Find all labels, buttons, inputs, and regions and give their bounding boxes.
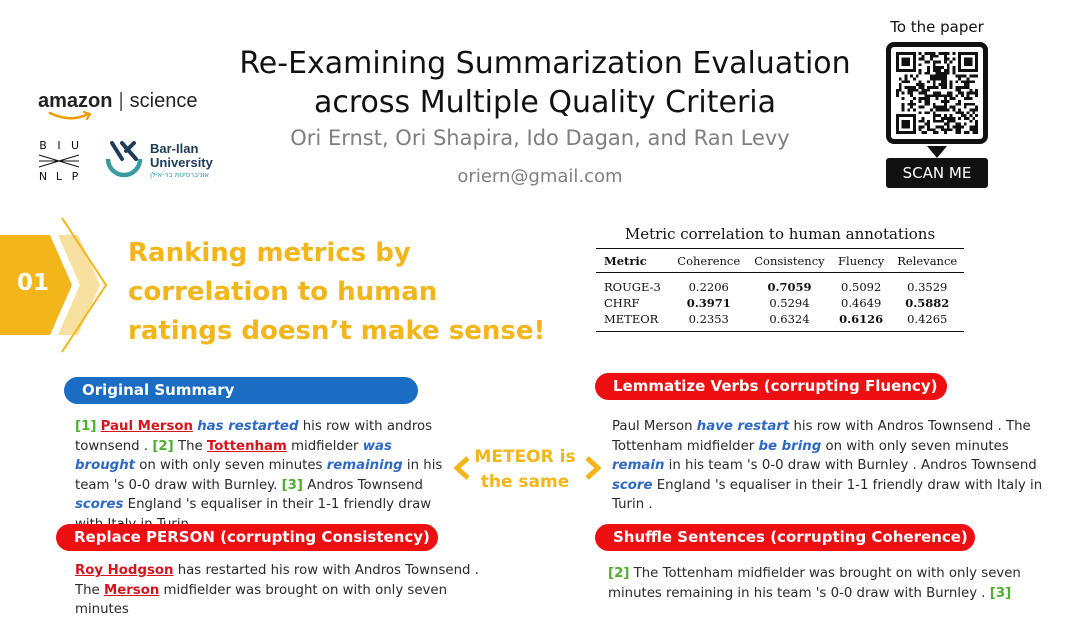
replace-person-label: Replace PERSON (corrupting Consistency)	[56, 524, 438, 551]
biu-letter: L	[55, 170, 63, 183]
entity-highlight: Roy Hodgson	[75, 563, 174, 578]
summary-text: in his team 's 0-0 draw with Burnley . Andros Townsend	[664, 458, 1037, 473]
biu-letter: B	[39, 139, 47, 152]
chevron-left-icon	[452, 456, 472, 480]
contact-email[interactable]: oriern@gmail.com	[457, 166, 623, 187]
paper-title-line1: Re-Examining Summarization Evaluation	[239, 46, 851, 81]
sentence-ref: [3]	[281, 477, 303, 493]
verb-highlight: remaining	[326, 458, 403, 473]
qr-code-frame[interactable]	[886, 42, 988, 144]
table-header-row	[596, 249, 964, 273]
biu-letter: I	[57, 139, 61, 152]
lemmatize-verbs-label: Lemmatize Verbs (corrupting Fluency)	[595, 373, 947, 400]
qr-caption: To the paper	[890, 18, 984, 36]
science-wordmark: science	[129, 90, 198, 112]
bar-ilan-name	[150, 142, 213, 170]
verb-highlight: has restarted	[197, 419, 299, 434]
entity-highlight: Paul Merson	[100, 419, 193, 434]
summary-text: England 's equaliser in their 1-1 friendly draw	[127, 497, 432, 512]
shuffle-summary-text	[608, 564, 1028, 603]
table-cell: 0.5882	[905, 296, 950, 310]
sentence-ref: [1]	[75, 419, 97, 434]
table-header-cell: Coherence	[677, 254, 741, 268]
summary-text: Andros Townsend	[303, 477, 423, 493]
biu-letter: U	[70, 139, 80, 152]
meteor-note	[473, 445, 577, 495]
scan-me-button[interactable]: SCAN ME	[886, 158, 988, 188]
biu-letter: P	[71, 170, 79, 183]
meteor-note-line2: the same	[480, 472, 570, 492]
entity-highlight: Tottenham	[206, 438, 287, 454]
table-cell: 0.7059	[767, 280, 812, 294]
verb-highlight: remain	[612, 458, 665, 473]
summary-text: England 's equaliser in their 1-1 friendly draw with Italy in Turin .	[612, 477, 1043, 512]
table-row	[596, 295, 964, 311]
summary-text: The	[173, 438, 207, 454]
table-cell: ROUGE-3	[604, 280, 661, 294]
section-number: 01	[17, 270, 50, 296]
summary-text: midfielder was brought on with only seven minutes	[75, 582, 448, 617]
chevron-right-icon	[583, 456, 603, 480]
table-header-cell: Relevance	[897, 254, 958, 268]
meteor-note-line1: METEOR is	[474, 447, 576, 467]
summary-text: midfielder	[286, 438, 363, 454]
bar-ilan-line1: Bar-Ilan	[150, 141, 199, 156]
summary-text: has restarted his row with Andros Townsend . The	[75, 563, 479, 598]
table-caption: Metric correlation to human annotations	[624, 225, 936, 243]
verb-highlight: was brought	[75, 438, 392, 473]
lemmatize-summary-text	[612, 417, 1058, 515]
table-cell: 0.3529	[907, 280, 948, 294]
table-cell: 0.5294	[769, 296, 810, 310]
entity-highlight: Merson	[103, 582, 160, 598]
table-cell: 0.4265	[907, 312, 948, 326]
summary-text: his row with Andros Townsend . The Tottenham midfielder	[612, 419, 1031, 454]
bar-ilan-hebrew: אוניברסיטת בר-אילן	[150, 171, 210, 179]
summary-text: The Tottenham midfielder was brought on with only seven minutes remaining in his team 's 0-0 draw with Burnley .	[608, 566, 1021, 601]
table-cell: 0.6324	[769, 312, 810, 326]
author-list: Ori Ernst, Ori Shapira, Ido Dagan, and Ran Levy	[290, 126, 790, 150]
summary-text: on with only seven minutes	[821, 438, 1009, 454]
table-cell: 0.2206	[688, 280, 729, 294]
verb-highlight: have restart	[696, 419, 790, 434]
table-row	[596, 273, 964, 296]
table-header-cell: Metric	[604, 254, 647, 268]
amazon-smile-icon	[48, 110, 94, 122]
table-cell: 0.4649	[841, 296, 882, 310]
metric-correlation-table	[596, 248, 964, 332]
verb-highlight: scores	[75, 497, 124, 512]
table-header-cell: Consistency	[754, 254, 825, 268]
section-headline: Ranking metrics by correlation to human ratings doesn’t make sense!	[128, 238, 546, 346]
summary-text: his row with andros townsend .	[75, 419, 433, 454]
verb-highlight: score	[612, 477, 653, 493]
table-cell: 0.6126	[839, 312, 884, 326]
table-row	[596, 311, 964, 332]
biu-letter: N	[38, 170, 48, 183]
sentence-ref: [3]	[989, 585, 1012, 601]
table-header-cell: Fluency	[838, 254, 885, 268]
table-cell: 0.2353	[688, 312, 729, 326]
paper-title-line2: across Multiple Quality Criteria	[313, 85, 777, 120]
bar-ilan-line2: University	[150, 155, 213, 170]
verb-highlight: be bring	[758, 438, 822, 454]
sentence-ref: [2]	[608, 566, 630, 581]
table-cell: CHRF	[604, 296, 640, 310]
amazon-wordmark: amazon	[38, 90, 113, 112]
summary-text: in his team 's 0-0 draw with Burnley.	[75, 458, 443, 493]
logo-separator: |	[118, 90, 124, 112]
original-summary-text	[75, 417, 447, 534]
biu-nlp-logo	[38, 139, 80, 181]
table-cell: 0.5092	[841, 280, 882, 294]
replace-summary-text	[75, 561, 505, 620]
summary-text: Paul Merson	[612, 419, 697, 434]
summary-text: on with only seven minutes	[135, 458, 327, 473]
table-cell: 0.3971	[686, 296, 731, 310]
shuffle-sentences-label: Shuffle Sentences (corrupting Coherence)	[595, 524, 975, 551]
bar-ilan-emblem-icon	[102, 137, 146, 181]
qr-code-icon[interactable]	[896, 52, 978, 134]
original-summary-label: Original Summary	[64, 377, 418, 404]
sentence-ref: [2]	[152, 438, 174, 454]
qr-pointer-icon	[927, 146, 947, 158]
table-cell: METEOR	[604, 312, 659, 326]
